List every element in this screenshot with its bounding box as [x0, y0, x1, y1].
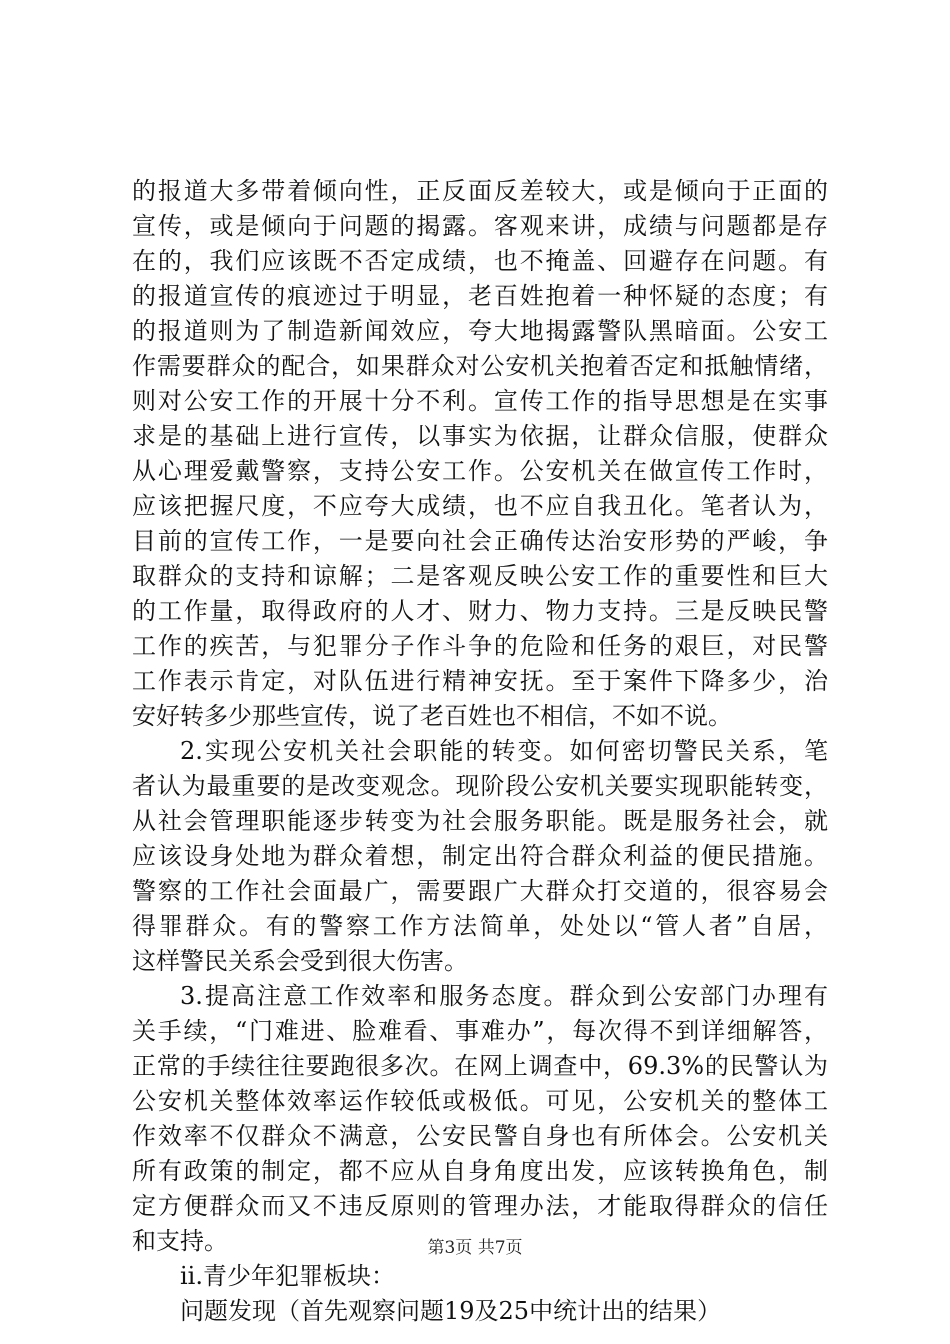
text-line: 则对公安工作的开展十分不利。宣传工作的指导思想是在实事 [132, 387, 828, 415]
text-line: 的报道大多带着倾向性，正反面反差较大，或是倾向于正面的 [132, 177, 828, 205]
text-line: 在的，我们应该既不否定成绩，也不掩盖、回避存在问题。有 [132, 247, 828, 275]
text-line: 的报道宣传的痕迹过于明显，老百姓抱着一种怀疑的态度；有 [132, 282, 828, 310]
text-line: 工作表示肯定，对队伍进行精神安抚。至于案件下降多少，治 [132, 667, 828, 695]
text-line: 宣传，或是倾向于问题的揭露。客观来讲，成绩与问题都是存 [132, 212, 828, 240]
text-line: 问题发现（首先观察问题19及25中统计出的结果） [180, 1297, 722, 1325]
text-line: 应该把握尺度，不应夸大成绩，也不应自我丑化。笔者认为， [132, 492, 828, 520]
text-line: 从社会管理职能逐步转变为社会服务职能。既是服务社会，就 [132, 807, 828, 835]
text-line: 取群众的支持和谅解；二是客观反映公安工作的重要性和巨大 [132, 562, 828, 590]
text-line: 这样警民关系会受到很大伤害。 [132, 947, 468, 975]
text-line: 3.提高注意工作效率和服务态度。群众到公安部门办理有 [180, 982, 828, 1010]
text-line: 正常的手续往往要跑很多次。在网上调查中，69.3%的民警认为 [132, 1052, 828, 1080]
body-text [132, 174, 828, 1329]
text-line: 关手续，“门难进、脸难看、事难办”，每次得不到详细解答， [132, 1017, 828, 1045]
text-line: 2.实现公安机关社会职能的转变。如何密切警民关系，笔 [180, 737, 828, 765]
text-line: 求是的基础上进行宣传，以事实为依据，让群众信服，使群众 [132, 422, 828, 450]
text-line: 和支持。 [132, 1227, 228, 1255]
text-line: 警察的工作社会面最广，需要跟广大群众打交道的，很容易会 [132, 877, 828, 905]
text-line: 安好转多少那些宣传，说了老百姓也不相信，不如不说。 [132, 702, 732, 730]
text-line: 得罪群众。有的警察工作方法简单，处处以“管人者”自居， [132, 912, 828, 940]
text-line: 者认为最重要的是改变观念。现阶段公安机关要实现职能转变， [132, 772, 828, 800]
text-line: 的工作量，取得政府的人才、财力、物力支持。三是反映民警 [132, 597, 828, 625]
page-number-footer: 第3页 共7页 [427, 1238, 523, 1258]
text-line: 作效率不仅群众不满意，公安民警自身也有所体会。公安机关 [132, 1122, 828, 1150]
text-line: 应该设身处地为群众着想，制定出符合群众利益的便民措施。 [132, 842, 828, 870]
section-heading: ii.青少年犯罪板块： [180, 1262, 395, 1290]
text-line: 作需要群众的配合，如果群众对公安机关抱着否定和抵触情绪， [132, 352, 828, 380]
text-line: 定方便群众而又不违反原则的管理办法，才能取得群众的信任 [132, 1192, 828, 1220]
text-line: 所有政策的制定，都不应从自身角度出发，应该转换角色，制 [132, 1157, 828, 1185]
text-line: 从心理爱戴警察，支持公安工作。公安机关在做宣传工作时， [132, 457, 828, 485]
text-line: 公安机关整体效率运作较低或极低。可见，公安机关的整体工 [132, 1087, 828, 1115]
text-line: 工作的疾苦，与犯罪分子作斗争的危险和任务的艰巨，对民警 [132, 632, 828, 660]
text-line: 的报道则为了制造新闻效应，夸大地揭露警队黑暗面。公安工 [132, 317, 828, 345]
text-line: 目前的宣传工作，一是要向社会正确传达治安形势的严峻，争 [132, 527, 828, 555]
